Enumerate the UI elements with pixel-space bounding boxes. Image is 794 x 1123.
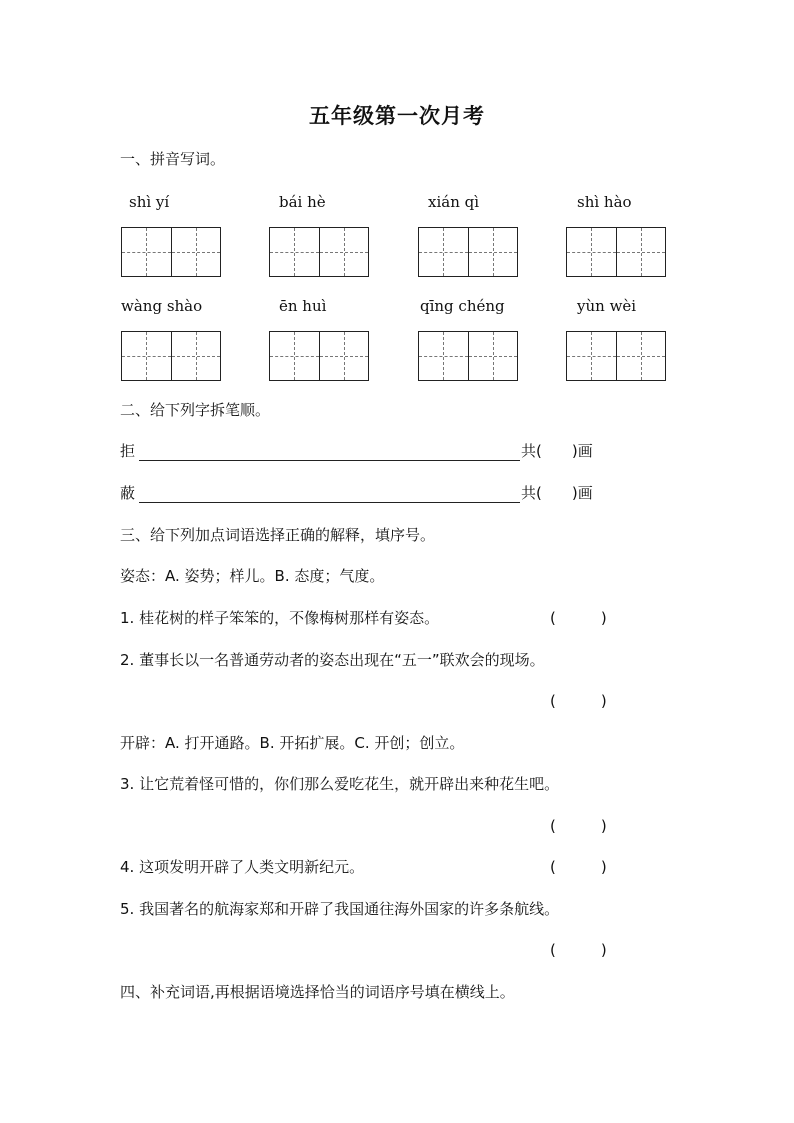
grid-cell[interactable] xyxy=(171,228,220,276)
stroke-count-blank: 共( )画 xyxy=(521,442,593,460)
grid-cell[interactable] xyxy=(319,228,368,276)
writing-grid[interactable] xyxy=(418,331,518,381)
grid-cell[interactable] xyxy=(270,332,319,380)
grid-cell[interactable] xyxy=(468,228,517,276)
stroke-char: 蔽 xyxy=(120,484,136,502)
question-text: 5. 我国著名的航海家郑和开辟了我国通往海外国家的许多条航线。 xyxy=(120,900,560,918)
definition-line: 开辟：A. 打开通路。B. 开拓扩展。C. 开创；创立。 xyxy=(120,734,465,752)
grid-cell[interactable] xyxy=(122,228,171,276)
question-text: 1. 桂花树的样子笨笨的，不像梅树那样有姿态。 xyxy=(120,609,440,627)
question-text: 2. 董事长以一名普通劳动者的姿态出现在“五一”联欢会的现场。 xyxy=(120,651,545,669)
grid-cell[interactable] xyxy=(616,332,665,380)
grid-cell[interactable] xyxy=(419,332,468,380)
grid-cell[interactable] xyxy=(567,332,616,380)
section1-heading: 一、拼音写词。 xyxy=(120,150,226,168)
answer-blank[interactable]: ( ) xyxy=(550,817,607,835)
pinyin-label: wàng shào xyxy=(121,297,203,315)
pinyin-label: qīng chéng xyxy=(420,297,505,315)
answer-blank[interactable]: ( ) xyxy=(550,858,607,876)
answer-blank[interactable]: ( ) xyxy=(550,609,607,627)
pinyin-label: shì yí xyxy=(129,193,170,211)
pinyin-label: yùn wèi xyxy=(577,297,637,315)
grid-cell[interactable] xyxy=(616,228,665,276)
pinyin-label: ēn huì xyxy=(279,297,327,315)
pinyin-label: shì hào xyxy=(577,193,632,211)
definition-line: 姿态：A. 姿势；样儿。B. 态度；气度。 xyxy=(120,567,385,585)
section4-heading: 四、补充词语,再根据语境选择恰当的词语序号填在横线上。 xyxy=(120,983,515,1001)
stroke-char: 拒 xyxy=(120,442,136,460)
pinyin-label: bái hè xyxy=(279,193,326,211)
grid-cell[interactable] xyxy=(419,228,468,276)
grid-cell[interactable] xyxy=(567,228,616,276)
writing-grid[interactable] xyxy=(269,331,369,381)
writing-grid[interactable] xyxy=(121,227,221,277)
stroke-count-blank: 共( )画 xyxy=(521,484,593,502)
grid-cell[interactable] xyxy=(122,332,171,380)
answer-blank[interactable]: ( ) xyxy=(550,941,607,959)
question-text: 3. 让它荒着怪可惜的，你们那么爱吃花生，就开辟出来种花生吧。 xyxy=(120,775,560,793)
section3-heading: 三、给下列加点词语选择正确的解释，填序号。 xyxy=(120,526,436,544)
question-text: 4. 这项发明开辟了人类文明新纪元。 xyxy=(120,858,365,876)
answer-blank[interactable]: ( ) xyxy=(550,692,607,710)
pinyin-label: xián qì xyxy=(428,193,480,211)
grid-cell[interactable] xyxy=(270,228,319,276)
answer-line[interactable] xyxy=(139,502,520,503)
writing-grid[interactable] xyxy=(121,331,221,381)
grid-cell[interactable] xyxy=(468,332,517,380)
answer-line[interactable] xyxy=(139,460,520,461)
writing-grid[interactable] xyxy=(269,227,369,277)
page-title: 五年级第一次月考 xyxy=(309,104,485,128)
writing-grid[interactable] xyxy=(566,227,666,277)
writing-grid[interactable] xyxy=(418,227,518,277)
grid-cell[interactable] xyxy=(319,332,368,380)
writing-grid[interactable] xyxy=(566,331,666,381)
section2-heading: 二、给下列字拆笔顺。 xyxy=(120,401,271,419)
grid-cell[interactable] xyxy=(171,332,220,380)
